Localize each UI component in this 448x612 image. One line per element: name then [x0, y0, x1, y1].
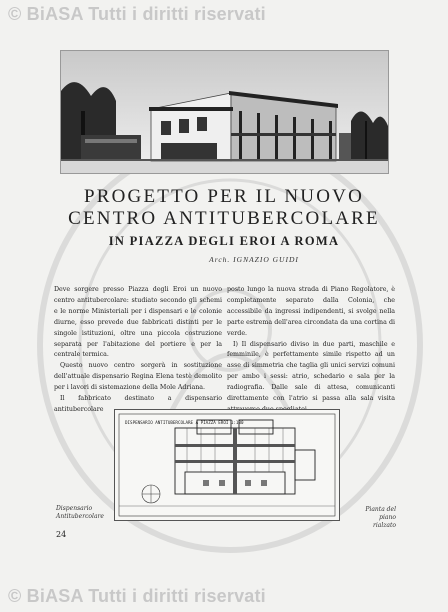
plan-label: DISPENSARIO ANTITUBERCOLARE A PIAZZA EROI 1:100 [125, 420, 244, 425]
caption-left [56, 505, 104, 521]
text-column-left [54, 285, 222, 416]
caption-line: Dispensario [56, 505, 93, 512]
paragraph: I) Il dispensario diviso in due parti, maschile e femminile, è perfettamente simile rispetto ad un asse di simmetria che taglia gli unici servizi comuni per ambo i sessi: atrio, schedario e sala per la radiografia. Dalle sale di attesa, comunicanti direttamente con l'atrio si passa alla sala visita [227, 340, 395, 403]
watermark-bottom: © BiASA Tutti i diritti riservati [8, 586, 266, 606]
floor-plan [114, 409, 340, 521]
paragraph: Questo nuovo centro sorgerà in sostituzione dell'attuale dispensario Regina Elena testè demolito per i lavori di sistemazione della Mole Adriana. [54, 362, 222, 392]
building-rendering [60, 50, 389, 174]
paragraph: Il fabbricato destinato a dispensario antitubercolare [54, 395, 222, 413]
caption-line: rialzato [372, 522, 396, 529]
caption-right [356, 506, 396, 530]
floor-plan-drawing [115, 410, 339, 520]
article-author: Arch. IGNAZIO GUIDI [209, 255, 299, 264]
page-number: 24 [56, 530, 67, 539]
paragraph: posto lungo la nuova strada di Piano Regolatore, è completamente separato dalla Colonia, che accessibile da ingressi indipendenti, si svolge nella parte estrema dell'area circondata da una cortina di verde. [227, 286, 395, 337]
article-title-line1: PROGETTO PER IL NUOVO [83, 186, 364, 207]
text-column-right [227, 285, 395, 416]
paragraph: Deve sorgere presso Piazza degli Eroi un nuovo centro antitubercolare: studiato secondo gli schemi e le norme Ministeriali per i dispensari e le colonie diurne, esso prevede due fabbricati distinti per le singole istituzioni, oltre una piccola costruzione separata per l'abitazione del portiere e per la centrale termica. [54, 286, 222, 359]
watermark-top: © BiASA Tutti i diritti riservati [8, 4, 266, 24]
article-subtitle: IN PIAZZA DEGLI EROI A ROMA [108, 234, 340, 248]
caption-line: Antitubercolare [56, 513, 104, 520]
article-title-line2: CENTRO ANTITUBERCOLARE [68, 208, 380, 229]
title-block [40, 186, 408, 264]
caption-line: Pianta del piano [365, 506, 396, 521]
